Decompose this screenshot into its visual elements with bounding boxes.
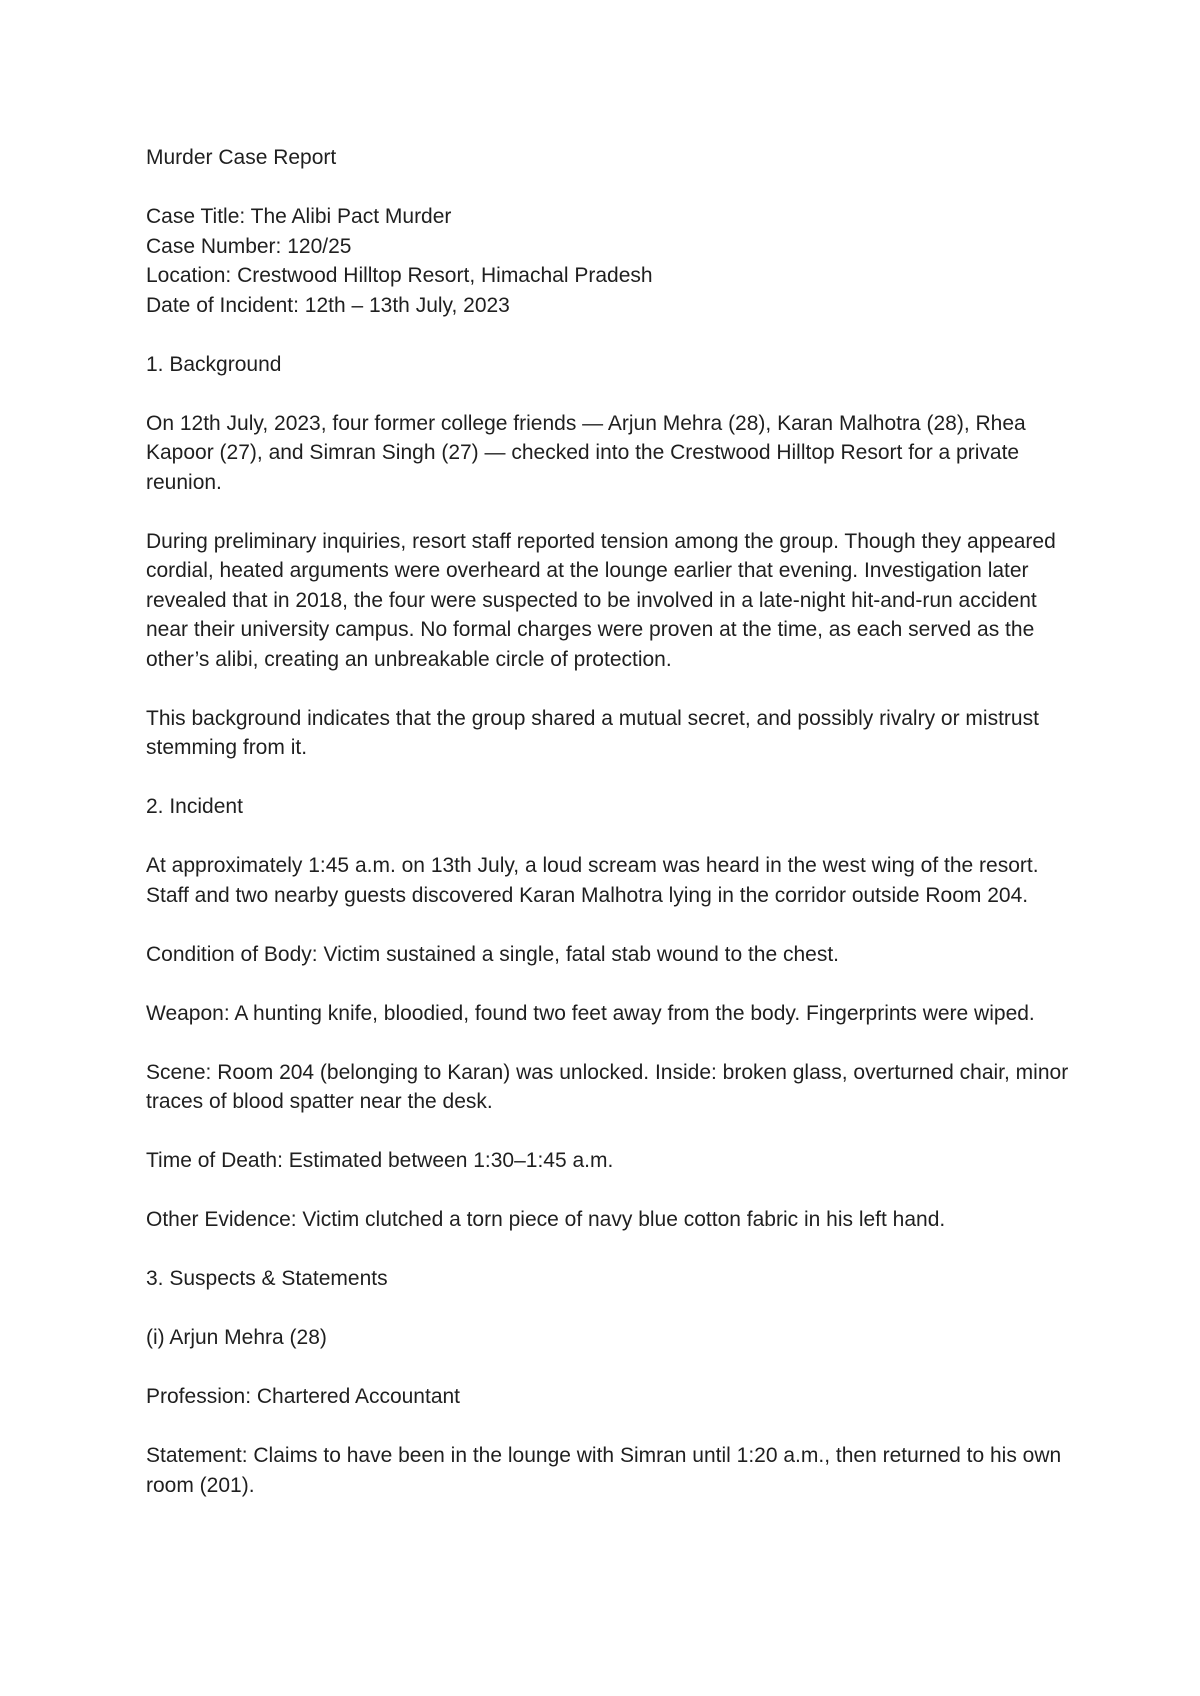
document-title: Murder Case Report xyxy=(146,146,337,169)
section-heading-suspects: 3. Suspects & Statements xyxy=(146,1267,388,1290)
suspect-name: (i) Arjun Mehra (28) xyxy=(146,1326,327,1349)
time-of-death: Time of Death: Estimated between 1:30–1:45 a.m. xyxy=(146,1149,614,1172)
case-number-line: Case Number: 120/25 xyxy=(146,234,352,258)
suspect-profession: Profession: Chartered Accountant xyxy=(146,1385,461,1408)
background-paragraph: This background indicates that the group shared a mutual secret, and possibly rivalry or mistrust stemming from it. xyxy=(146,706,1039,759)
condition-of-body: Condition of Body: Victim sustained a single, fatal stab wound to the chest. xyxy=(146,942,840,966)
section-heading-background: 1. Background xyxy=(146,352,282,376)
section-heading-incident: 2. Incident xyxy=(146,795,243,818)
document-body xyxy=(146,143,1081,1500)
case-header xyxy=(146,202,1081,320)
suspect-statement: Statement: Claims to have been in the lounge with Simran until 1:20 a.m., then returned to his own room (201). xyxy=(146,1444,1062,1497)
weapon-description: Weapon: A hunting knife, bloodied, found two feet away from the body. Fingerprints were wiped. xyxy=(146,1001,1035,1025)
background-paragraph: During preliminary inquiries, resort staff reported tension among the group. Though they appeared cordial, heated arguments were overheard at the lounge earlier that evening. Investigation later revealed that in 2018, the four were suspected to be involved in a late-night hit-and-run accident near their university campus. No formal charges were proven at the time, as each served as the other’s alibi, creating an unbreakable circle of protection. xyxy=(146,529,1056,671)
background-paragraph: On 12th July, 2023, four former college friends — Arjun Mehra (28), Karan Malhotra (28), Rhea Kapoor (27), and Simran Singh (27) — checked into the Crestwood Hilltop Resort for a private reunion. xyxy=(146,411,1026,494)
date-of-incident-line: Date of Incident: 12th – 13th July, 2023 xyxy=(146,293,510,317)
case-title-line: Case Title: The Alibi Pact Murder xyxy=(146,205,452,228)
scene-description: Scene: Room 204 (belonging to Karan) was unlocked. Inside: broken glass, overturned chair, minor traces of blood spatter near the desk. xyxy=(146,1060,1069,1113)
incident-paragraph: At approximately 1:45 a.m. on 13th July, a loud scream was heard in the west wing of the resort. Staff and two nearby guests discovered Karan Malhotra lying in the corridor outside Room 204. xyxy=(146,854,1039,907)
location-line: Location: Crestwood Hilltop Resort, Himachal Pradesh xyxy=(146,264,653,287)
other-evidence: Other Evidence: Victim clutched a torn piece of navy blue cotton fabric in his left hand. xyxy=(146,1208,946,1231)
